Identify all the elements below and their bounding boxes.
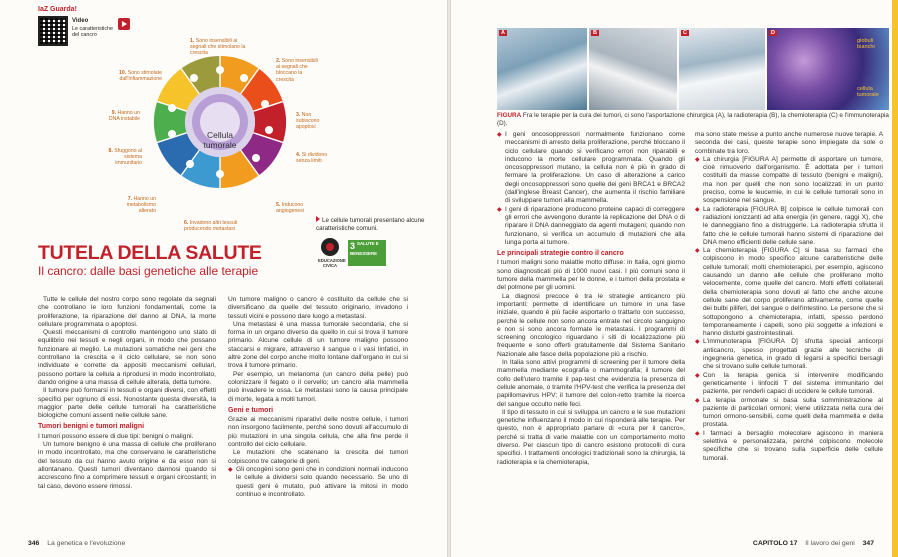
paragraph: Il tipo di tessuto in cui si sviluppa un cancro e le sue mutazioni genetiche influenzano il modo in cui risponderà alle terapie. Per questo, non è appropriato parlare di «cura per il cancro», perché si tratta di varie malattie con un comportamento molto diverso. Per ciascun tipo di cancro esistono protocolli di cura specifici. I trattamenti oncologici tradizionali sono la chirurgia, la radioterapia e la chemioterapia,: [497, 408, 685, 466]
photo-label: B: [593, 30, 597, 36]
paragraph: Le mutazioni che scatenano la crescita dei tumori colpiscono tre categorie di geni.: [228, 449, 408, 465]
diagram-note-text: Le cellule tumorali presentano alcune caratteristiche comuni.: [316, 217, 425, 232]
paragraph: La diagnosi precoce è tra le strategie anticancro più importanti: permette di identificare un tumore in una fase iniziale, quando è più facile asportarlo o trattarlo con successo, perché le cellule non sono ancora entrate nel circolo sanguigno e non si sono ancora formate le metastasi. I programmi di screening oncologico riguardano i siti di localizzazione più frequente e sono offerti gratuitamente dal Sistema Sanitario Nazionale alle fasce della popolazione più a rischio.: [497, 292, 685, 358]
bullet-terapia-genica: ◆ Con la terapia genica si intervenire modificando geneticamente i linfociti T del sistema immunitario del paziente, per renderli capaci di uccidere le cellule tumorali.: [695, 372, 883, 397]
hallmark-text: Hanno un metabolismo alterato: [126, 196, 156, 215]
bullet-terapia-ormonale: ◆ La terapia ormonale si basa sulla somministrazione al paziente di particolari ormoni; viene utilizzata nella cura dei tumori ormono-sensibili, come quelli della mammella e della prostata.: [695, 397, 883, 430]
paragraph: Il tumore può formarsi in tessuti e organi diversi, con effetti specifici per ognuno di essi. Nonostante questa diversità, la maggior parte delle cellule tumorali ha caratteristiche biologiche comuni assenti nelle cellule sane.: [38, 387, 216, 420]
hallmark-text: Hanno un DNA instabile: [108, 110, 140, 123]
hallmark-text: Sono insensibili ai segnali che stimolano la crescita: [190, 38, 246, 57]
sdg-badge: [348, 240, 386, 266]
sdg-text: SALUTE E BENESSERE: [350, 241, 379, 256]
hallmark-num: 7.: [127, 196, 133, 202]
video-title: Video: [72, 18, 89, 24]
hallmark-num: 3.: [296, 112, 301, 118]
hallmark-5: [276, 202, 316, 214]
hallmark-num: 10.: [119, 70, 127, 76]
hallmark-num: 5.: [276, 202, 281, 208]
paragraph: Per esempio, un melanoma (un cancro della pelle) può colonizzare il fegato o il cervello; un cancro alla mammella può invadere le ossa. Le metastasi sono la causa principale di morte, legata a molti tumori.: [228, 370, 408, 403]
center-label: Cellula tumorale: [203, 130, 237, 150]
paragraph: In Italia sono attivi programmi di screening per il tumore della mammella mediante ecografia o mammografia; il tumore del collo dell'utero tramite il pap-test che evidenzia la presenza di cellule anomale, o tramite l'HPV-test che verifica la presenza del papillomavirus HPV; il tumore del colon-retto tramite la ricerca del sangue occulto nelle feci.: [497, 359, 685, 408]
hallmark-text: Inducono angiogenesi: [276, 202, 304, 215]
right-column-2: [695, 131, 883, 463]
right-page: [451, 0, 898, 557]
video-desc: Le caratteristiche del cancro: [72, 25, 114, 39]
paragraph: Un tumore maligno o cancro è costituito da cellule che si diversificano da quelle del tessuto originario, invadono i tessuti vicini e possono dare luogo a metastasi.: [228, 296, 408, 320]
footer-right: [753, 540, 874, 547]
hallmark-text: Invadono altri tessuti producendo metastasi: [184, 220, 238, 233]
chapter-label: CAPITOLO 17: [752, 540, 798, 547]
photo-label: A: [501, 30, 505, 36]
paragraph: Una metastasi è una massa tumorale secondaria, che si forma in un organo diverso da quello in cui si trova il tumore primario. Alcune cellule di un tumore maligno possono staccarsi e migrare, attraverso il sangue o i vasi linfatici, in altre zone del corpo anche molto lontane dall'organo in cui si trova il tumore primario.: [228, 320, 408, 370]
triangle-icon: [316, 216, 320, 222]
figure-caption-text: Fra le terapie per la cura dei tumori, ci sono l'asportazione chirurgica (A), la radioterapia (B), la chemioterapia (C) e l'immunoterapia (D).: [497, 112, 889, 127]
hallmark-text: Sono stimolate dall'infiammazione: [119, 70, 162, 83]
heading-tumori-benigni: Tumori benigni e tumori maligni: [38, 423, 145, 431]
paragraph: I tumori maligni sono malattie molto diffuse: in Italia, ogni giorno sono diagnosticati più di 1000 nuovi casi. I più comuni sono il tumore della mammella per le donne, e i tumori della prostata e del polmone per gli uomini.: [497, 259, 685, 292]
bullet-oncosoppressori: ◆ I geni oncosoppressori normalmente funzionano come meccanismi di arresto della proliferazione, perché bloccano il ciclo cellulare quando si verificano errori non riparabili e inducono la morte cellulare programmata. Quando gli oncosoppressori mutano, la cellula non è più in grado di fermare la proliferazione. Un caso di alterazione a carico degli oncosoppressori sono quelle dei geni BRCA1 e BRCA2 (dall'inglese Breast Cancer), che aumenta il rischio familiare di sviluppare tumori alla mammella.: [497, 131, 685, 206]
hallmark-10: [112, 70, 162, 82]
footer-right-text: Il lavoro dei geni: [805, 540, 855, 547]
page-number-left: 346: [28, 540, 40, 547]
hallmark-3: [296, 112, 332, 131]
photo-radiotherapy: [589, 28, 677, 110]
tumor-cell-caption: cellula tumorale: [857, 86, 879, 99]
hallmark-text: Sono insensibili ai segnali che bloccano la crescita: [276, 58, 318, 83]
page-number-right: 347: [862, 540, 874, 547]
photo-immunotherapy: [767, 28, 889, 110]
hallmark-text: Si dividono senza limiti: [296, 152, 328, 165]
hallmark-num: 6.: [184, 220, 189, 226]
educazione-civica-badge: [318, 238, 346, 268]
photo-chemotherapy: [679, 28, 765, 110]
hallmark-4: [296, 152, 332, 164]
left-page: [0, 0, 447, 557]
diagram-note: [316, 216, 428, 233]
video-box: [72, 18, 120, 39]
figure-caption: [497, 112, 889, 127]
bullet-oncogeni: ◆ Gli oncogèni sono geni che in condizioni normali inducono le cellule a dividersi solo quando necessario. Se uno di questi geni è mutato, può attivare la mitosi in modo continuo e incontrollato.: [228, 466, 408, 499]
section-subtitle: Il cancro: dalle basi genetiche alle terapie: [38, 264, 259, 278]
hallmark-num: 1.: [190, 38, 195, 44]
paragraph: I tumori possono essere di due tipi: benigni o maligni.: [38, 432, 194, 440]
footer-left: [28, 540, 125, 547]
section-title: TUTELA DELLA SALUTE: [38, 242, 262, 264]
hallmark-num: 8.: [108, 148, 113, 154]
hallmark-text: Non subiscono apoptosi: [296, 112, 320, 131]
hallmarks-wheel: [150, 52, 290, 192]
white-cells-caption: globuli bianchi: [857, 38, 875, 51]
play-video-icon[interactable]: [118, 18, 130, 30]
paragraph: Un tumore benigno è una massa di cellule che proliferano in modo incontrollato, ma che conservano le caratteristiche del tessuto da cui hanno avuto origine e da esso non si allontanano. Questi tumori diventano dannosi quando si accrescono fino a comprimere tessuti e organi circostanti; in tal caso, devono essere rimossi.: [38, 441, 216, 490]
civica-label: EDUCAZIONE CIVICA: [318, 258, 346, 268]
sdg-number: 3: [350, 241, 356, 251]
hallmark-7: [112, 196, 156, 215]
photo-surgery: [497, 28, 587, 110]
hallmark-1: [190, 38, 252, 57]
hallmark-6: [184, 220, 256, 232]
hallmark-8: [100, 148, 142, 167]
bullet-farmaci-bersaglio: ◆ I farmaci a bersaglio molecolare agiscono in maniera selettiva e personalizzata, perché colpiscono molecole specifiche che si trovano sulla superficie delle cellule tumorali.: [695, 430, 883, 463]
paragraph: Questi meccanismi di controllo mantengono uno stato di equilibrio nei tessuti e negli organi, in modo che possano funzionare al meglio. Le mutazioni somatiche nei geni che controllano la crescita e il ciclo cellulare, se non sono individuate e corrette da appositi meccanismi cellulari, possono portare la cellula a riprodursi in modo incontrollato, dando origine a una massa di cellule alterata, detta tumore.: [38, 329, 216, 386]
bullet-riparazione: ◆ I geni di riparazione producono proteine capaci di correggere gli errori che avvengono durante la replicazione del DNA o di riparare il DNA danneggiato da agenti mutageni; quando non funzionano, si verifica un accumulo di mutazioni che alla lunga porta al tumore.: [497, 206, 685, 247]
bullet-chirurgia: ◆ La chirurgia [FIGURA A] permette di asportare un tumore, cioè rimuoverlo dall'organismo. È adottata per i tumori costituiti da masse compatte di tessuto (benigni e maligni), ma non per quelli che non sono localizzati in un punto preciso, come le leucemie, in cui le cellule tumorali sono in sospensione nel sangue.: [695, 156, 883, 206]
photo-label: D: [771, 30, 775, 36]
qr-code-icon[interactable]: [38, 16, 68, 46]
footer-left-text: La genetica e l'evoluzione: [47, 540, 126, 547]
hallmark-text: Sfuggono al sistema immunitario: [114, 148, 142, 167]
paragraph: Tutte le cellule del nostro corpo sono regolate da segnali che controllano le loro funzioni fondamentali, come la proliferazione, la riparazione del danno al DNA, la morte cellulare programmata o apoptosi.: [38, 296, 216, 328]
bullet-immunoterapia: ◆ L'immunoterapia [FIGURA D] sfrutta speciali anticorpi anticancro, spesso progettati grazie alle tecniche di ingegneria genetica, in grado di legarsi a specifici bersagli che si trovano sulle cellule tumorali.: [695, 338, 883, 371]
left-column-2: [228, 296, 408, 499]
page-edge-tab: [892, 0, 898, 557]
bullet-chemioterapia: ◆ La chemioterapia [FIGURA C] si basa su farmaci che colpiscono in modo specifico alcune caratteristiche delle cellule tumorali: molti chemioterapici, per esempio, agiscono causando un danno alle cellule che proliferano molto velocemente, come quelle del cancro. Molti effetti collaterali della chemioterapia sono dovuti al fatto che anche alcune cellule sane del corpo proliferano attivamente, come quelle dei bulbi piliferi, del sangue o dell'intestino. Le persone che si sottopongono a chemioterapia, infatti, spesso perdono temporaneamente i capelli, sono più soggette a infezioni e hanno disturbi gastrointestinali.: [695, 247, 883, 338]
figure-label: FIGURA: [497, 112, 522, 119]
hallmark-2: [276, 58, 320, 83]
heading-geni-tumori: Geni e tumori: [228, 406, 274, 414]
paragraph: ma sono state messe a punto anche numerose nuove terapie. A seconda dei casi, queste terapie sono impiegate da sole o combinate tra loro.: [695, 131, 883, 155]
bullet-radioterapia: ◆ La radioterapia [FIGURA B] colpisce le cellule tumorali con radiazioni ionizzanti ad alta energia (in genere, raggi X), che le danneggiano fino a distruggerle. La radioterapia sfrutta il fatto che le cellule tumorali hanno sistemi di riparazione del DNA meno efficienti delle cellule sane.: [695, 206, 883, 247]
paragraph: Grazie ai meccanismi riparativi delle nostre cellule, i tumori non insorgono facilmente, perché sono dovuti all'accumulo di più mutazioni in una singola cellula, che alla fine perde il controllo del ciclo cellulare.: [228, 416, 408, 449]
civica-icon: [321, 238, 339, 256]
heading-strategie: Le principali strategie contro il cancro: [497, 250, 624, 258]
iaz-label: IaZ Guarda!: [38, 6, 77, 13]
right-column-1: [497, 131, 685, 467]
hallmark-num: 2.: [276, 58, 281, 64]
hallmark-num: 4.: [296, 152, 301, 158]
hallmark-9: [100, 110, 140, 122]
hallmark-num: 9.: [111, 110, 117, 116]
photo-label: C: [683, 30, 687, 36]
left-column-1: [38, 296, 216, 491]
